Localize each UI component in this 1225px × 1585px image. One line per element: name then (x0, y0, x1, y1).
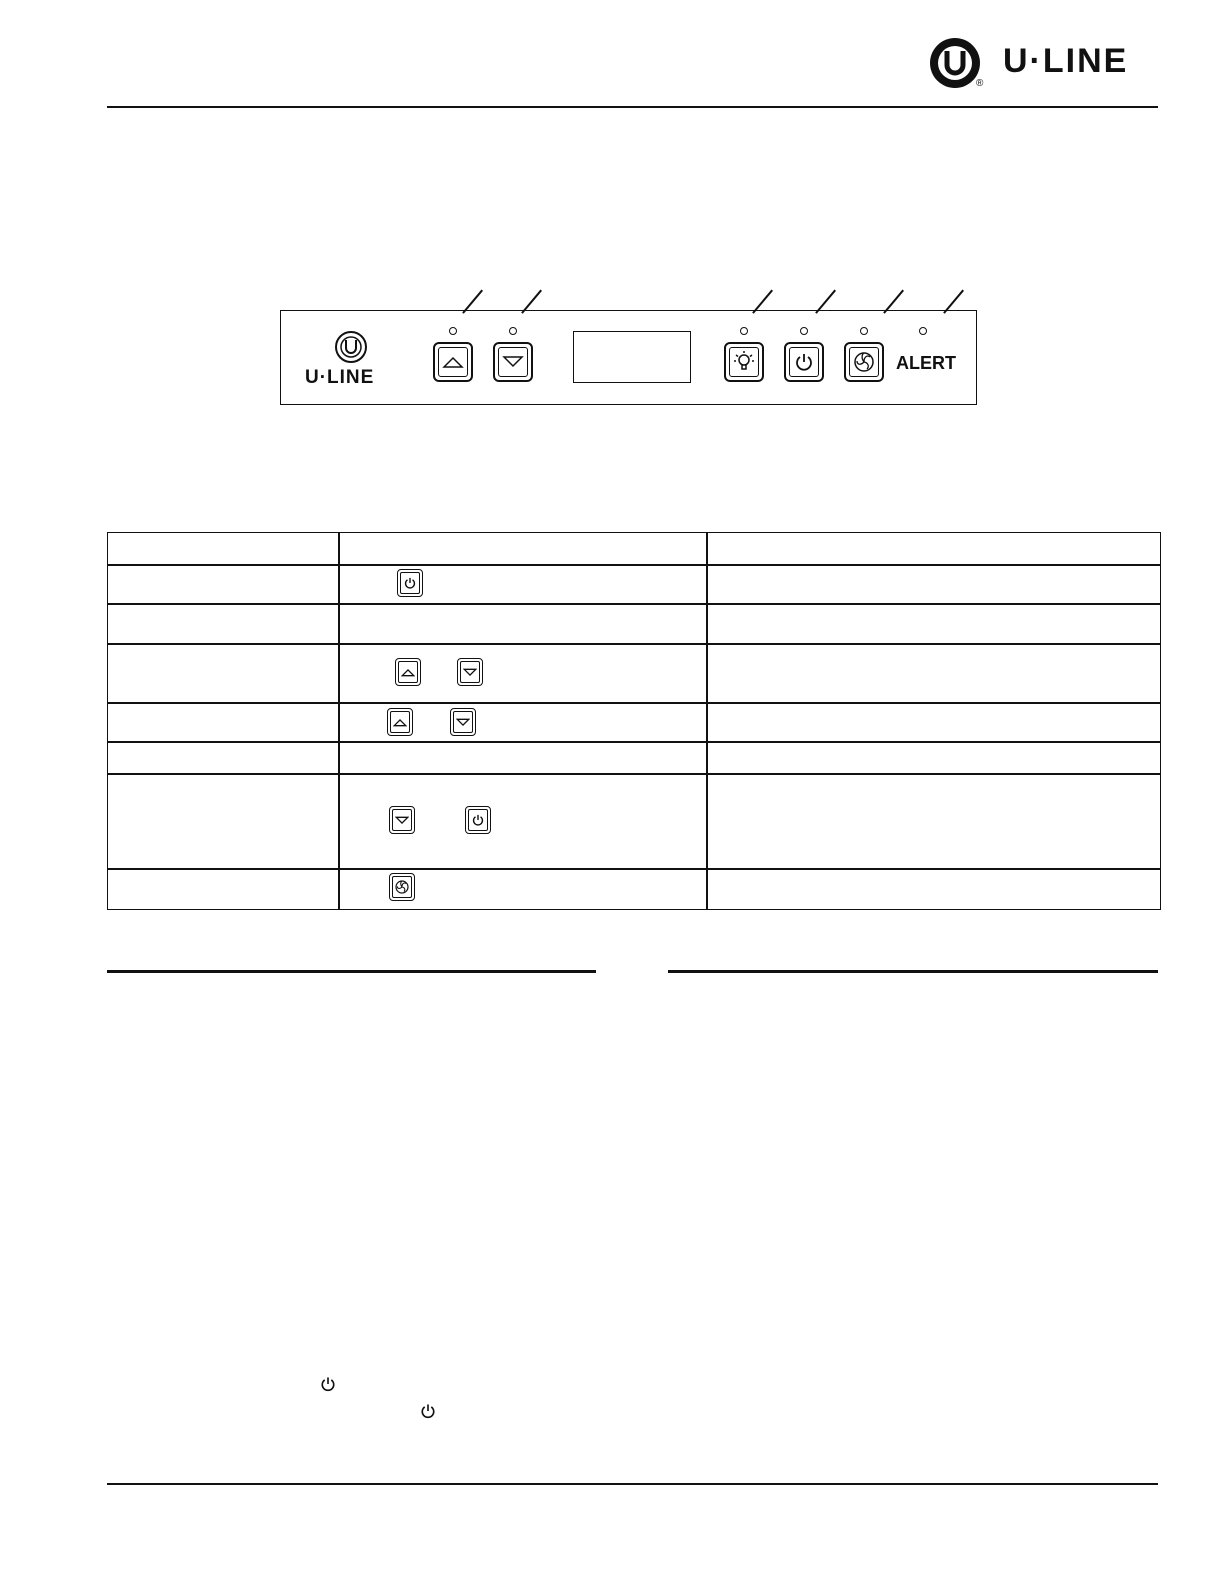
brand-wordmark: U·LINE (1003, 42, 1129, 80)
alert-indicator-led (919, 327, 927, 335)
row-divider (107, 603, 1161, 605)
table-button-up (395, 658, 421, 686)
fan-icon (852, 350, 876, 374)
panel-logo-icon (334, 330, 368, 364)
registered-mark: ® (976, 78, 984, 89)
table-frame (107, 532, 1161, 910)
power-icon (403, 576, 417, 590)
row-divider (107, 702, 1161, 704)
up-arrow-icon (442, 355, 464, 369)
footer-rule (107, 1483, 1158, 1485)
row-divider (107, 643, 1161, 645)
alert-label: ALERT (896, 353, 956, 373)
up-arrow-icon (393, 718, 407, 727)
table-button-fan (389, 873, 415, 901)
temp-up-button[interactable] (433, 342, 473, 382)
row-divider (107, 868, 1161, 870)
fan-button[interactable] (844, 342, 884, 382)
table-button-power (465, 806, 491, 834)
row-divider (107, 564, 1161, 566)
temp-down-button[interactable] (493, 342, 533, 382)
table-button-down (450, 708, 476, 736)
row-divider (107, 773, 1161, 775)
indicator-led (860, 327, 868, 335)
row-divider (107, 741, 1161, 743)
table-row (397, 569, 423, 597)
section-rule-left (107, 970, 596, 973)
down-arrow-icon (463, 668, 477, 677)
table-button-up (387, 708, 413, 736)
temperature-display (573, 331, 691, 383)
light-bulb-icon (731, 349, 757, 375)
indicator-led (449, 327, 457, 335)
fan-icon (394, 879, 410, 895)
table-button-down (389, 806, 415, 834)
column-divider (706, 532, 708, 910)
section-rule-right (668, 970, 1158, 973)
down-arrow-icon (395, 816, 409, 825)
power-icon (419, 1402, 437, 1420)
indicator-led (800, 327, 808, 335)
power-button[interactable] (784, 342, 824, 382)
column-divider (338, 532, 340, 910)
power-icon (319, 1375, 337, 1393)
brand-logo-icon (928, 36, 982, 90)
light-button[interactable] (724, 342, 764, 382)
indicator-led (509, 327, 517, 335)
power-icon (793, 351, 815, 373)
header-rule (107, 106, 1158, 108)
panel-brand-text: U·LINE (305, 367, 375, 388)
indicator-led (740, 327, 748, 335)
table-button-down (457, 658, 483, 686)
down-arrow-icon (502, 355, 524, 369)
down-arrow-icon (456, 718, 470, 727)
power-icon (471, 813, 485, 827)
up-arrow-icon (401, 668, 415, 677)
